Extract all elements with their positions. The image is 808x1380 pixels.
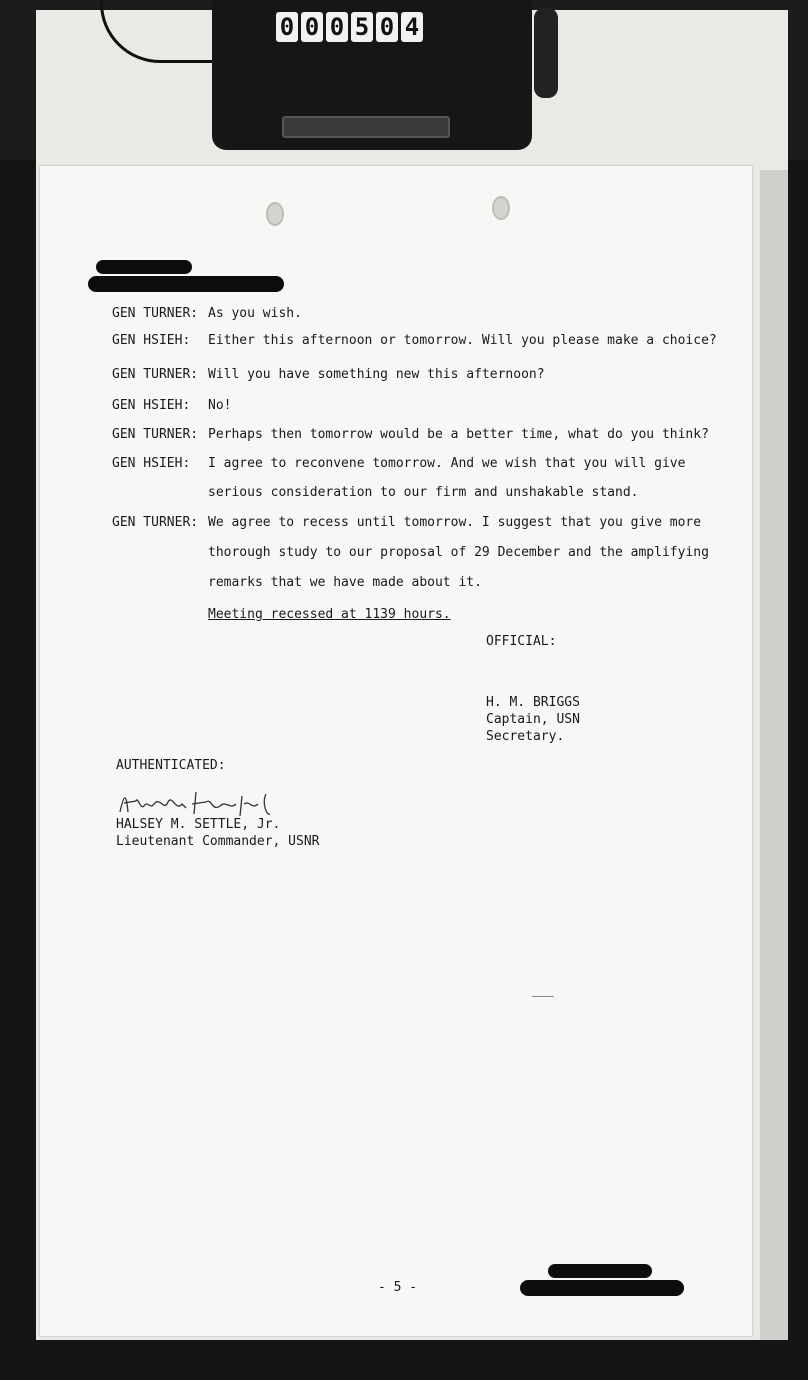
- counter-knob: [534, 8, 558, 98]
- counter-digit: 0: [301, 12, 323, 42]
- counter-digit: 5: [351, 12, 373, 42]
- dialogue-entry: [40, 367, 752, 387]
- punch-hole: [492, 196, 510, 220]
- authenticated-label: AUTHENTICATED:: [116, 758, 226, 773]
- page-number: - 5 -: [378, 1280, 418, 1295]
- dialogue-continuation: [40, 575, 752, 595]
- speaker-label: GEN TURNER:: [112, 306, 199, 321]
- speech-line: Will you have something new this afternoon?: [208, 367, 545, 382]
- official-label: OFFICIAL:: [486, 634, 557, 649]
- document-page: [40, 166, 752, 1336]
- speaker-label: GEN HSIEH:: [112, 333, 191, 348]
- signature-line: Lieutenant Commander, USNR: [116, 834, 320, 849]
- counter-digit: 4: [401, 12, 423, 42]
- speech-line: No!: [208, 398, 232, 413]
- punch-hole: [266, 202, 284, 226]
- signature-line: HALSEY M. SETTLE, Jr.: [116, 817, 281, 832]
- speech-line: Perhaps then tomorrow would be a better time, what do you think?: [208, 427, 709, 442]
- dialogue-entry: [40, 456, 752, 476]
- dialogue-entry: [40, 427, 752, 447]
- speaker-label: GEN TURNER:: [112, 367, 199, 382]
- dialogue-continuation: [40, 545, 752, 565]
- dialogue-entry: [40, 515, 752, 535]
- official-signature-block: [486, 694, 580, 745]
- speaker-label: GEN HSIEH:: [112, 398, 191, 413]
- redaction-bar: [520, 1280, 684, 1296]
- signature-line: Secretary.: [486, 729, 565, 744]
- redaction-bar: [88, 276, 284, 292]
- speech-line: Either this afternoon or tomorrow. Will you please make a choice?: [208, 333, 717, 348]
- recess-note-row: [40, 607, 752, 627]
- recess-note: Meeting recessed at 1139 hours.: [208, 607, 451, 622]
- dialogue-entry: [40, 333, 752, 353]
- speech-line: serious consideration to our firm and unshakable stand.: [208, 485, 639, 500]
- counter-digit: 0: [376, 12, 398, 42]
- speech-line: We agree to recess until tomorrow. I suggest that you give more: [208, 515, 702, 530]
- speech-line: remarks that we have made about it.: [208, 575, 482, 590]
- speech-line: I agree to reconvene tomorrow. And we wish that you will give: [208, 456, 686, 471]
- dialogue-entry: [40, 306, 752, 326]
- dialogue-continuation: [40, 485, 752, 505]
- speaker-label: GEN HSIEH:: [112, 456, 191, 471]
- speech-line: As you wish.: [208, 306, 302, 321]
- signature-line: H. M. BRIGGS: [486, 695, 580, 710]
- frame-counter: [276, 12, 423, 42]
- authenticated-signature-block: [116, 816, 320, 850]
- counter-plate: [282, 116, 450, 138]
- stray-mark: [532, 996, 554, 997]
- speaker-label: GEN TURNER:: [112, 427, 199, 442]
- backing-shadow: [760, 170, 788, 1340]
- redaction-bar: [548, 1264, 652, 1278]
- speech-line: thorough study to our proposal of 29 December and the amplifying: [208, 545, 709, 560]
- dialogue-entry: [40, 398, 752, 418]
- counter-digit: 0: [276, 12, 298, 42]
- counter-digit: 0: [326, 12, 348, 42]
- redaction-bar: [96, 260, 192, 274]
- signature-line: Captain, USN: [486, 712, 580, 727]
- speaker-label: GEN TURNER:: [112, 515, 199, 530]
- handwritten-signature: [116, 786, 286, 820]
